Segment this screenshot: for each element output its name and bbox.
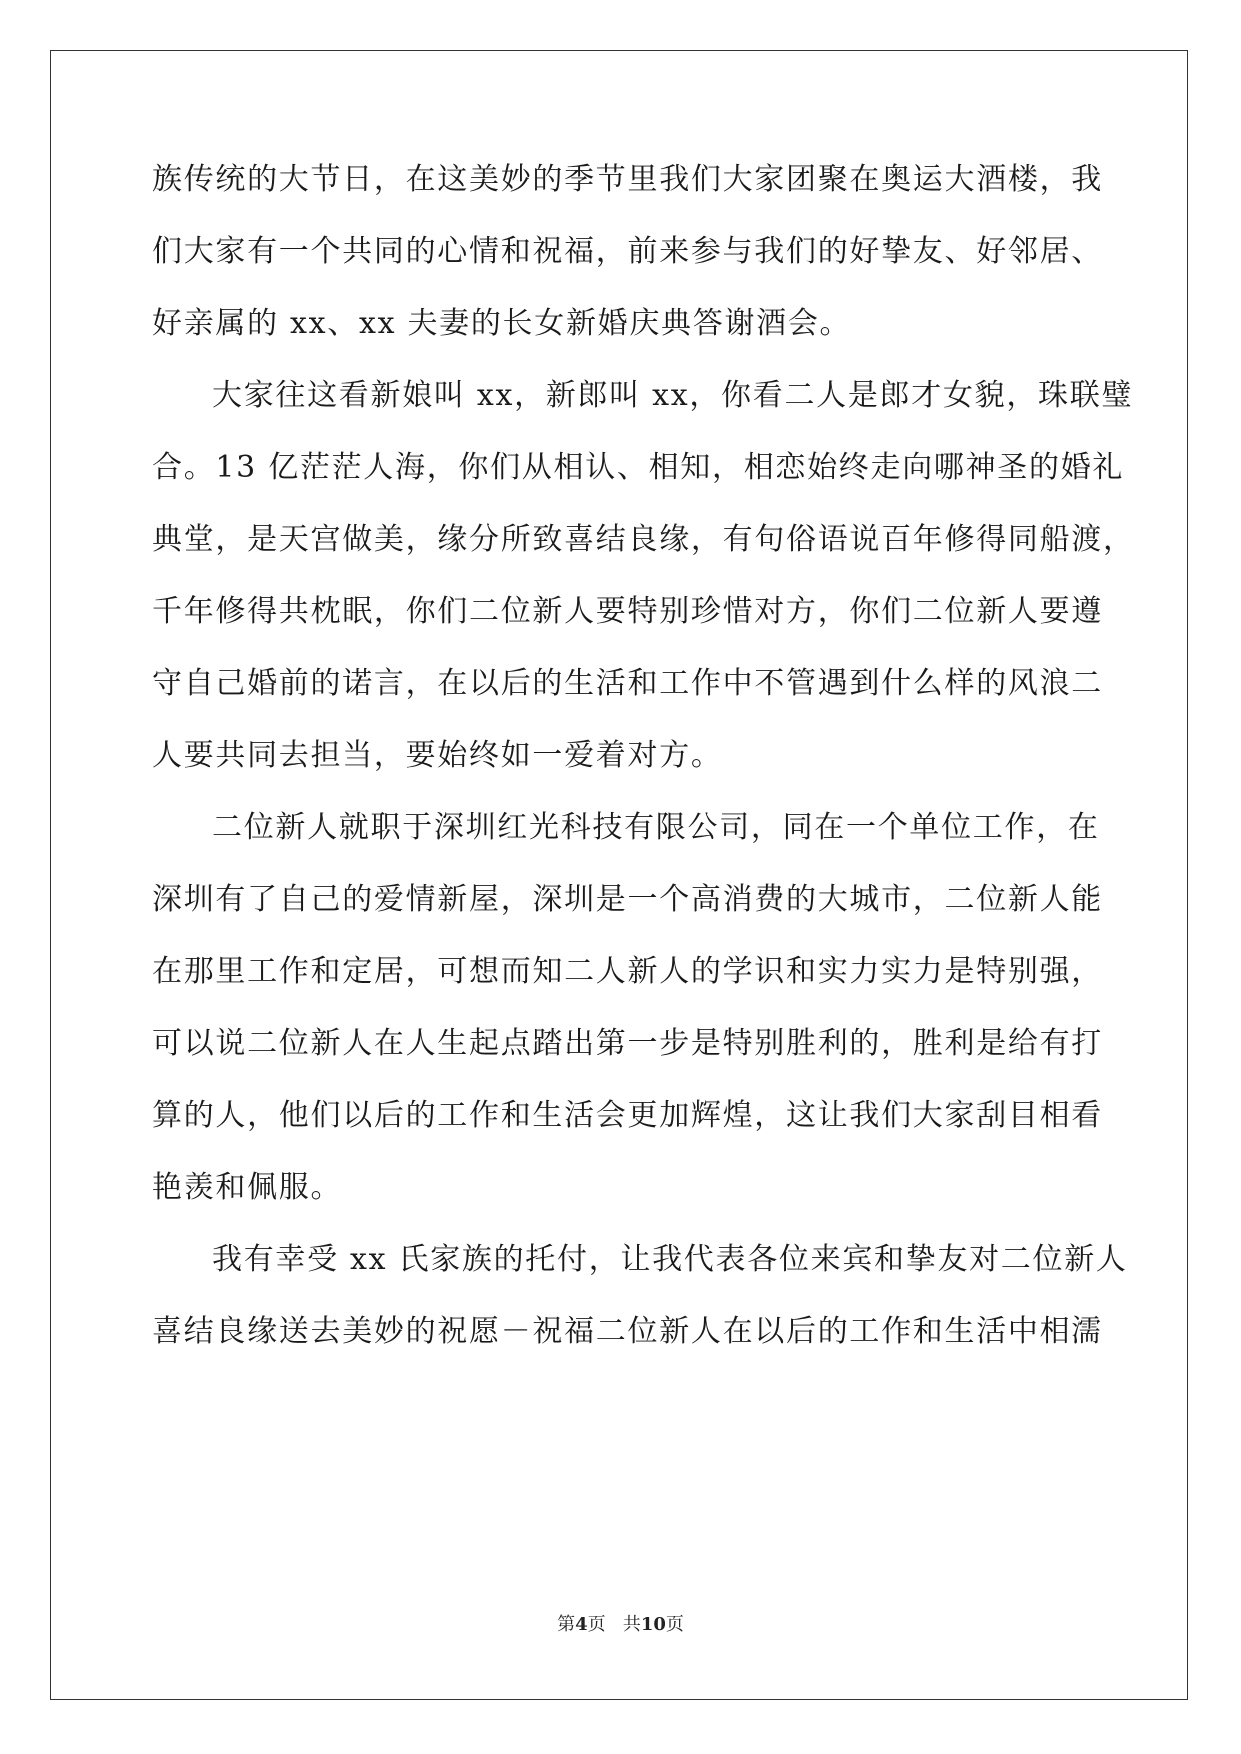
text-line: 们大家有一个共同的心情和祝福，前来参与我们的好挚友、好邻居、 <box>152 234 1103 269</box>
text-line: 喜结良缘送去美妙的祝愿－祝福二位新人在以后的工作和生活中相濡 <box>152 1314 1103 1349</box>
text-line: 算的人，他们以后的工作和生活会更加辉煌，这让我们大家刮目相看 <box>152 1098 1103 1133</box>
current-page-number: 4 <box>575 1614 588 1635</box>
text-line: 千年修得共枕眠，你们二位新人要特别珍惜对方，你们二位新人要遵 <box>152 594 1103 629</box>
text-line: 深圳有了自己的爱情新屋，深圳是一个高消费的大城市，二位新人能 <box>152 882 1103 917</box>
paragraph-start-line: 我有幸受 xx 氏家族的托付，让我代表各位来宾和挚友对二位新人 <box>212 1242 1128 1277</box>
text-line: 人要共同去担当，要始终如一爱着对方。 <box>152 738 723 773</box>
paragraph-start-line: 二位新人就职于深圳红光科技有限公司，同在一个单位工作，在 <box>212 810 1100 845</box>
footer-prefix: 第 <box>557 1614 576 1635</box>
text-line: 在那里工作和定居，可想而知二人新人的学识和实力实力是特别强， <box>152 954 1103 989</box>
text-line: 可以说二位新人在人生起点踏出第一步是特别胜利的，胜利是给有打 <box>152 1026 1103 1061</box>
text-line: 艳羡和佩服。 <box>152 1170 343 1205</box>
text-line: 合。13 亿茫茫人海，你们从相认、相知，相恋始终走向哪神圣的婚礼 <box>152 450 1125 485</box>
footer-page-word: 页 <box>587 1614 606 1635</box>
text-line: 守自己婚前的诺言，在以后的生活和工作中不管遇到什么样的风浪二 <box>152 666 1103 701</box>
footer-total-prefix: 共 <box>622 1614 641 1635</box>
page-footer <box>0 1613 1241 1637</box>
page-border <box>50 50 1188 1700</box>
text-line: 典堂，是天宫做美，缘分所致喜结良缘，有句俗语说百年修得同船渡， <box>152 522 1135 557</box>
text-line: 族传统的大节日，在这美妙的季节里我们大家团聚在奥运大酒楼，我 <box>152 162 1103 197</box>
text-line: 好亲属的 xx、xx 夫妻的长女新婚庆典答谢酒会。 <box>152 306 852 341</box>
total-page-number: 10 <box>640 1614 666 1635</box>
footer-total-suffix: 页 <box>665 1614 684 1635</box>
paragraph-start-line: 大家往这看新娘叫 xx，新郎叫 xx，你看二人是郎才女貌，珠联璧 <box>212 378 1134 413</box>
